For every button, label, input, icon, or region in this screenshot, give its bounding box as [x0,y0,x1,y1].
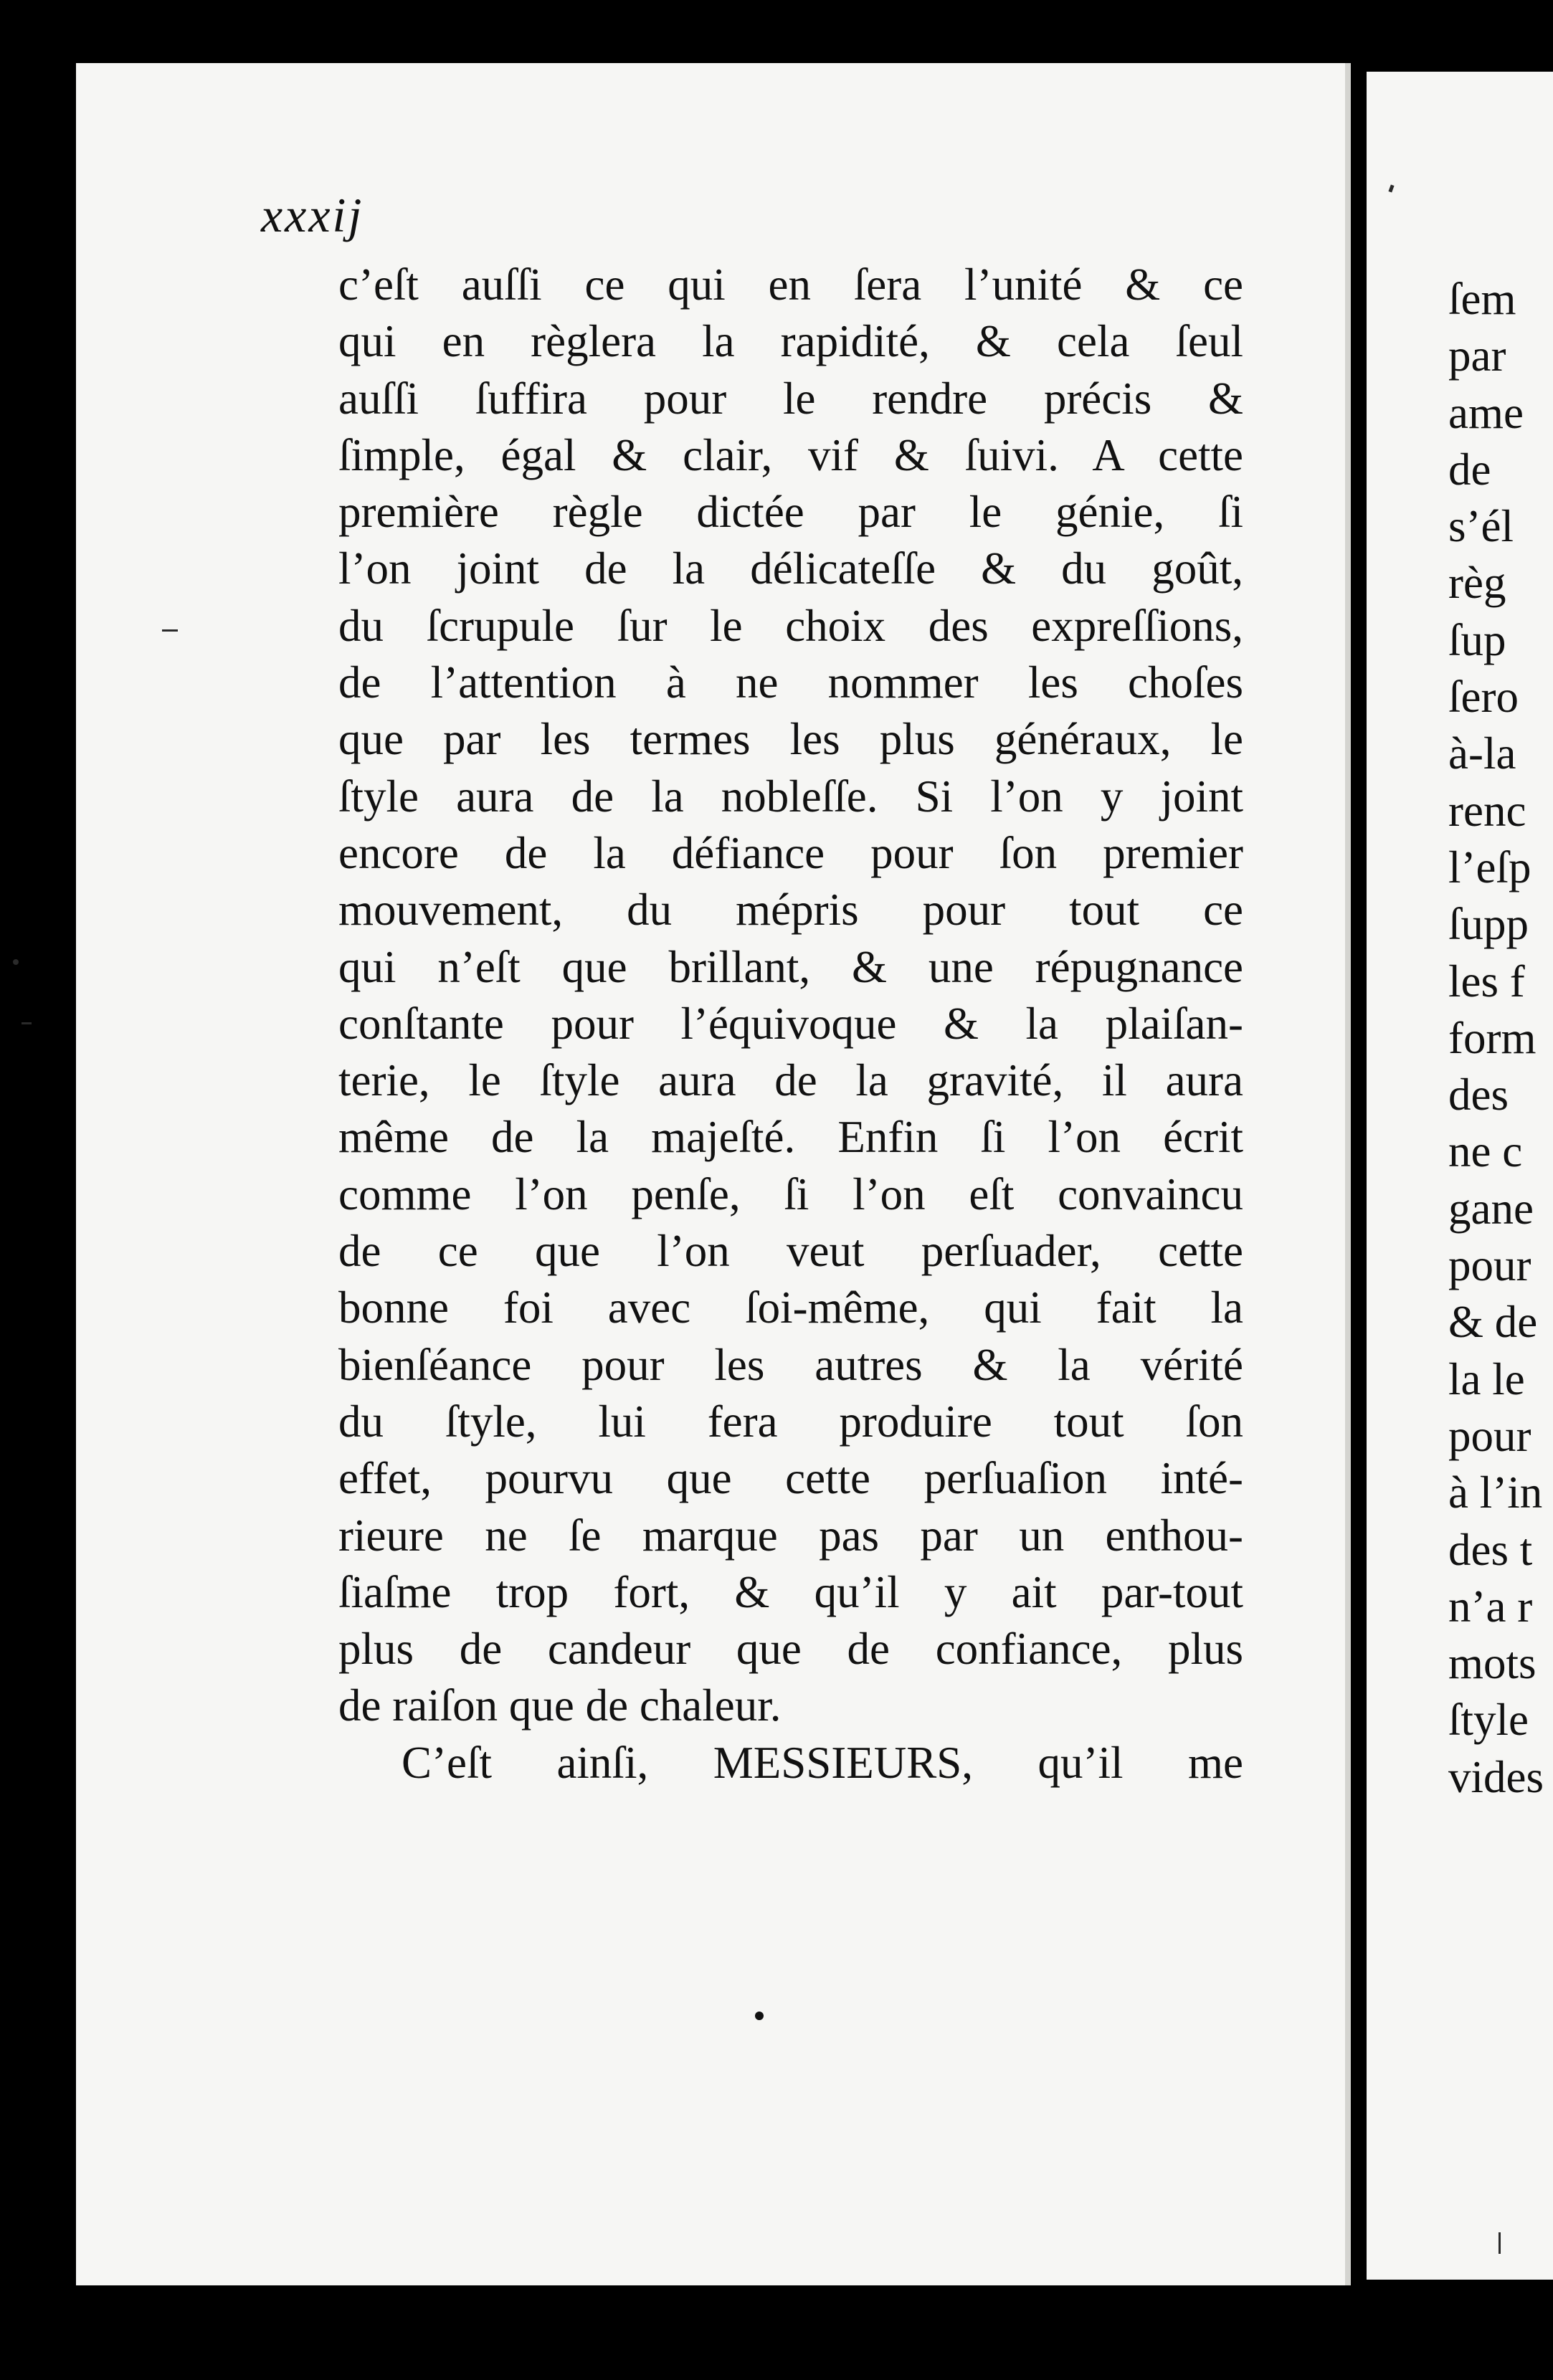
text-fragment: par [1448,330,1506,381]
text-fragment: ſtyle [1448,1695,1529,1746]
text-line: terie, le ſtyle aura de la gravité, il aura [338,1055,1243,1106]
text-line: ſiaſme trop fort, & qu’il y ait par-tout [338,1566,1243,1617]
text-fragment: mots [1448,1638,1537,1689]
text-line: même de la majeſté. Enfin ſi l’on écrit [338,1112,1243,1163]
margin-mark [162,629,178,632]
text-fragment: ſup [1448,614,1506,665]
text-fragment: à l’in [1448,1467,1543,1518]
text-line: auſſi ſuffira pour le rendre précis & [338,373,1243,424]
text-fragment: pour [1448,1410,1531,1461]
page-folio: xxxij [261,188,364,242]
text-line: du ſtyle, lui fera produire tout ſon [338,1396,1243,1447]
margin-mark [22,1022,32,1024]
text-fragment: de [1448,444,1491,495]
text-line: qui n’eſt que brillant, & une répugnance [338,941,1243,992]
text-fragment: n’a r [1448,1581,1533,1632]
right-page-text [1448,271,1553,1806]
text-fragment: ſupp [1448,899,1529,950]
text-line: effet, pourvu que cette perſuaſion inté- [338,1453,1243,1504]
text-line: bienſéance pour les autres & la vérité [338,1339,1243,1390]
text-line: de ce que l’on veut perſuader, cette [338,1226,1243,1277]
text-line: de l’attention à ne nommer les choſes [338,657,1243,708]
text-line: bonne foi avec ſoi-même, qui fait la [338,1282,1243,1333]
text-line: du ſcrupule ſur le choix des expreſſions, [338,600,1243,651]
text-line: première règle dictée par le génie, ſi [338,487,1243,538]
text-fragment: pour [1448,1240,1531,1291]
text-fragment: des t [1448,1524,1533,1575]
margin-mark [1499,2232,1501,2254]
text-line: c’eſt auſſi ce qui en ſera l’unité & ce [338,260,1243,310]
text-fragment: ame [1448,387,1524,438]
paragraph-start-line: C’eſt ainſi, MESSIEURS, qu’il me [402,1737,1243,1788]
text-fragment: & de [1448,1297,1538,1348]
text-fragment: la le [1448,1353,1525,1404]
text-fragment: des [1448,1070,1509,1120]
left-page-text [338,257,1243,1791]
text-line: ſimple, égal & clair, vif & ſuivi. A cette [338,429,1243,480]
text-line: l’on joint de la délicateſſe & du goût, [338,543,1243,594]
ink-dot [755,2012,764,2020]
text-fragment: ſero [1448,672,1519,723]
text-line: comme l’on penſe, ſi l’on eſt convaincu [338,1168,1243,1219]
text-line: plus de candeur que de confiance, plus [338,1624,1243,1675]
text-line: qui en règlera la rapidité, & cela ſeul [338,316,1243,367]
text-fragment: règ [1448,558,1506,609]
text-fragment: les f [1448,956,1525,1006]
text-fragment: ne c [1448,1126,1523,1177]
text-line: encore de la défiance pour ſon premier [338,827,1243,878]
margin-mark [13,959,19,965]
text-fragment: à-la [1448,728,1516,779]
text-fragment: vides [1448,1751,1544,1802]
text-line: ſtyle aura de la nobleſſe. Si l’on y joint [338,771,1243,822]
text-line: rieure ne ſe marque pas par un enthou- [338,1510,1243,1561]
text-fragment: gane [1448,1183,1534,1234]
text-line: que par les termes les plus généraux, le [338,714,1243,765]
text-fragment: form [1448,1012,1537,1063]
text-fragment: l’eſp [1448,842,1531,892]
paragraph-end-line: de raiſon que de chaleur. [338,1680,782,1731]
text-fragment: ſem [1448,274,1516,324]
text-line: conſtante pour l’équivoque & la plaiſan- [338,998,1243,1049]
text-line: mouvement, du mépris pour tout ce [338,885,1243,936]
text-fragment: s’él [1448,501,1514,552]
text-fragment: renc [1448,785,1526,836]
